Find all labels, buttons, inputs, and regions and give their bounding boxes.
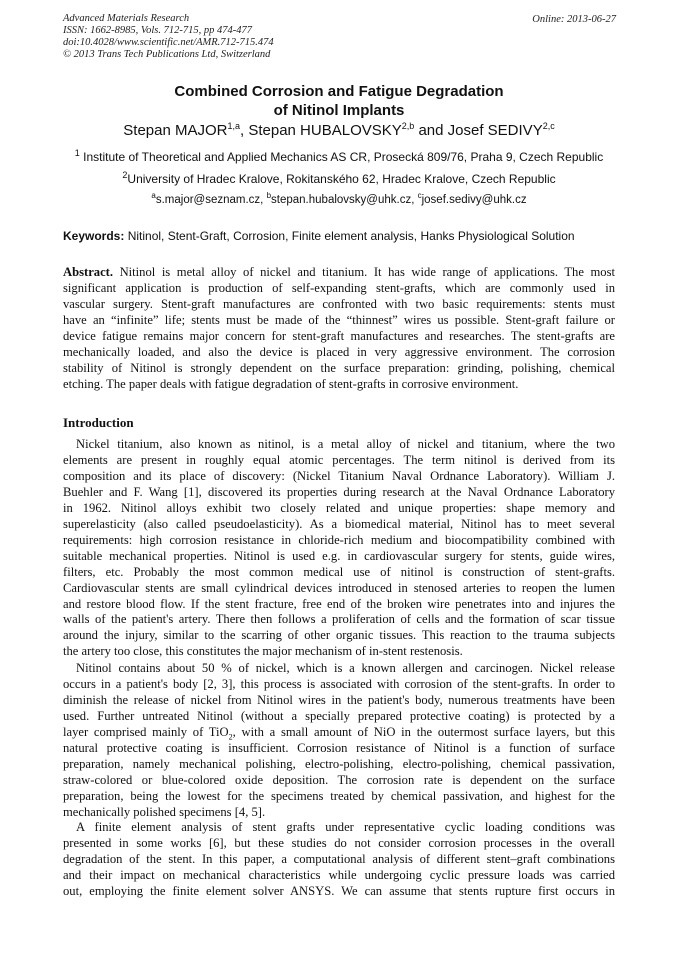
affiliation-text: University of Hradec Kralove, Rokitanského 62, Hradec Kralove, Czech Republic <box>127 172 556 186</box>
section-heading-introduction: Introduction <box>63 415 134 430</box>
paragraph-line: Nickel titanium, also known as nitinol, is a metal alloy of nickel and titanium, where the two <box>76 437 615 451</box>
email-sup: a <box>151 191 156 201</box>
paragraph-line: Cardiovascular stents are small cylindrical devices introduced in stenosed arteries to reopen the lumen <box>63 580 615 595</box>
paragraph-line: around the injury, similar to the scarring of other organic tissues. This reaction to the trauma subjects <box>63 628 615 643</box>
line-text: , with a small amount of NiO in the outermost surface layers, but this <box>232 724 615 739</box>
keywords <box>63 229 575 244</box>
author-sup: 2,c <box>542 121 555 131</box>
paragraph-line: requirements: high corrosion resistance in chloride-rich medium and biocompatibility combined with <box>63 532 615 547</box>
paragraph-line: diminish the release of nickel from Nitinol wires in the patient's body, numerous treatments have been <box>63 692 615 707</box>
author-sup: 2,b <box>401 121 415 131</box>
abstract-line: have an “infinite” life; stents must be made of the “thinnest” wires us possible. Stent-graft failure or <box>63 312 615 327</box>
email-sup: b <box>266 191 272 201</box>
author-sep: and <box>414 122 448 139</box>
abstract-text: Nitinol is metal alloy of nickel and titanium. It has wide range of applications. The most <box>113 265 615 279</box>
online-date: Online: 2013-06-27 <box>532 14 616 25</box>
affiliation-sup: 2 <box>122 170 128 180</box>
paragraph-line: and their impact on mechanical characteristics while undergoing cyclic pressure loads was carried <box>63 867 615 882</box>
email-list <box>0 193 678 208</box>
paragraph-line: in 1962. Nitinol alloys exhibit two closely related and unique properties: shape memory and <box>63 500 615 515</box>
affiliation-2 <box>0 172 678 187</box>
intro-paragraph-2 <box>63 661 615 821</box>
paragraph-line: out, employing the finite element solver ANSYS. We can assume that stents rupture first occurs in <box>63 883 615 898</box>
paragraph-line: natural protective coating is insufficient. Corrosion resistance of Nitinol is a function of surface <box>63 740 615 755</box>
author-name: Stepan HUBALOVSKY <box>248 122 402 139</box>
paragraph-line: presented in some works [6], but these studies do not consider corrosion processes in the overall <box>63 835 615 850</box>
author-list <box>0 122 678 140</box>
paragraph-line: preparation, being the lowest for the specimens treated by chemical passivation, and highest for the <box>63 788 615 803</box>
issn-line: ISSN: 1662-8985, Vols. 712-715, pp 474-477 <box>63 25 252 36</box>
email-link[interactable]: s.major@seznam.cz, <box>155 194 267 206</box>
abstract-line <box>63 265 615 281</box>
paragraph-line: composition and its place of discovery: (Nickel Titanium Naval Ordnance Laboratory). William J. <box>63 468 615 483</box>
paragraph-line: preparation, namely mechanical polishing, electro-polishing, electro-polishing, chemical passivation, <box>63 756 615 771</box>
subscript: 2 <box>228 732 233 742</box>
keywords-label: Keywords: <box>63 229 125 243</box>
paragraph-line: A finite element analysis of stent grafts under representative cyclic loading conditions was <box>76 820 615 834</box>
title-line-1: Combined Corrosion and Fatigue Degradation <box>174 83 504 100</box>
author-name: Stepan MAJOR <box>123 122 228 139</box>
paragraph-line: degradation of the stent. In this paper, a computational analysis of different stent–graft combinations <box>63 851 615 866</box>
paragraph-line: occurs in a patient's body [2, 3], this process is associated with corrosion of the stent-grafts. In order to <box>63 676 615 691</box>
email-link[interactable]: stepan.hubalovsky@uhk.cz, <box>271 194 418 206</box>
author-sup: 1,a <box>227 121 240 131</box>
paragraph-line: straw-colored or blue-colored oxide deposition. The corrosion rate is dependent on the surface <box>63 772 615 787</box>
affiliation-sup: 1 <box>74 148 80 158</box>
abstract-line: device fatigue remains major concern for stent-graft manufactures and researches. The stent-grafts are <box>63 328 615 343</box>
journal-header <box>63 13 274 61</box>
paragraph-line: mechanically polished specimens [4, 5]. <box>63 804 266 819</box>
paragraph-line: filters, etc. Probably the most common medical use of nitinol is construction of stent-grafts. <box>63 564 615 579</box>
journal-name: Advanced Materials Research <box>63 13 190 24</box>
paragraph-line: suitable mechanical properties. Nitinol is used e.g. in cardiovascular surgery for stents, guide wires, <box>63 548 615 563</box>
author-sep: , <box>240 122 249 139</box>
paragraph-line: and restore blood flow. If the stent fracture, free end of the broken wire penetrates into and injures the <box>63 596 615 611</box>
paragraph-line: used. Further untreated Nitinol (without a specially prepared protective coating) is protected by a <box>63 708 615 723</box>
keywords-text: Nitinol, Stent-Graft, Corrosion, Finite element analysis, Hanks Physiological Solution <box>124 229 575 243</box>
doi-line: doi:10.4028/www.scientific.net/AMR.712-715.474 <box>63 37 274 48</box>
abstract-line: mechanically loaded, and also the device is placed in very aggressive environment. The corrosion <box>63 344 615 359</box>
title-line-2: of Nitinol Implants <box>273 102 405 119</box>
affiliation-1 <box>0 150 678 165</box>
copyright-line: © 2013 Trans Tech Publications Ltd, Switzerland <box>63 49 271 60</box>
abstract <box>63 265 615 393</box>
abstract-line: etching. The paper deals with fatigue degradation of stent-grafts in corrosive environment. <box>63 376 519 391</box>
email-link[interactable]: josef.sedivy@uhk.cz <box>421 194 527 206</box>
paragraph-line: superelasticity (also called pseudoelasticity). As a biomedical material, Nitinol has to meet several <box>63 516 615 531</box>
paragraph-line <box>63 725 615 741</box>
author-name: Josef SEDIVY <box>447 122 543 139</box>
line-text: layer comprised mainly of TiO <box>63 724 229 739</box>
paragraph-line: Buehler and F. Wang [1], discovered its properties during research at the Naval Ordnance Laboratory <box>63 484 615 499</box>
paragraph-line: walls of the patient's artery. There then follows a proliferation of cells and the formation of scar tissue <box>63 612 615 627</box>
affiliation-text: Institute of Theoretical and Applied Mechanics AS CR, Prosecká 809/76, Praha 9, Czech Republic <box>79 150 604 164</box>
email-sup: c <box>417 191 422 201</box>
intro-paragraph-1 <box>63 437 615 660</box>
abstract-line: stability of Nitinol is strongly dependent on the surface preparation: grinding, polishing, chemical <box>63 360 615 375</box>
abstract-line: vascular surgery. Stent-graft manufactures are confronted with two basic requirements: stents must <box>63 296 615 311</box>
abstract-label: Abstract. <box>63 265 114 279</box>
paragraph-line: elements are present in roughly equal atomic percentages. The term nitinol is derived from its <box>63 452 615 467</box>
paragraph-line: the artery too close, this constitutes the major mechanism of in-stent restenosis. <box>63 644 463 659</box>
intro-paragraph-3 <box>63 820 615 900</box>
abstract-line: significant application is production of self-expanding stent-grafts, which are commonly used in <box>63 280 615 295</box>
paper-title <box>0 82 678 120</box>
paragraph-line: Nitinol contains about 50 % of nickel, which is a known allergen and carcinogen. Nickel release <box>76 661 615 675</box>
